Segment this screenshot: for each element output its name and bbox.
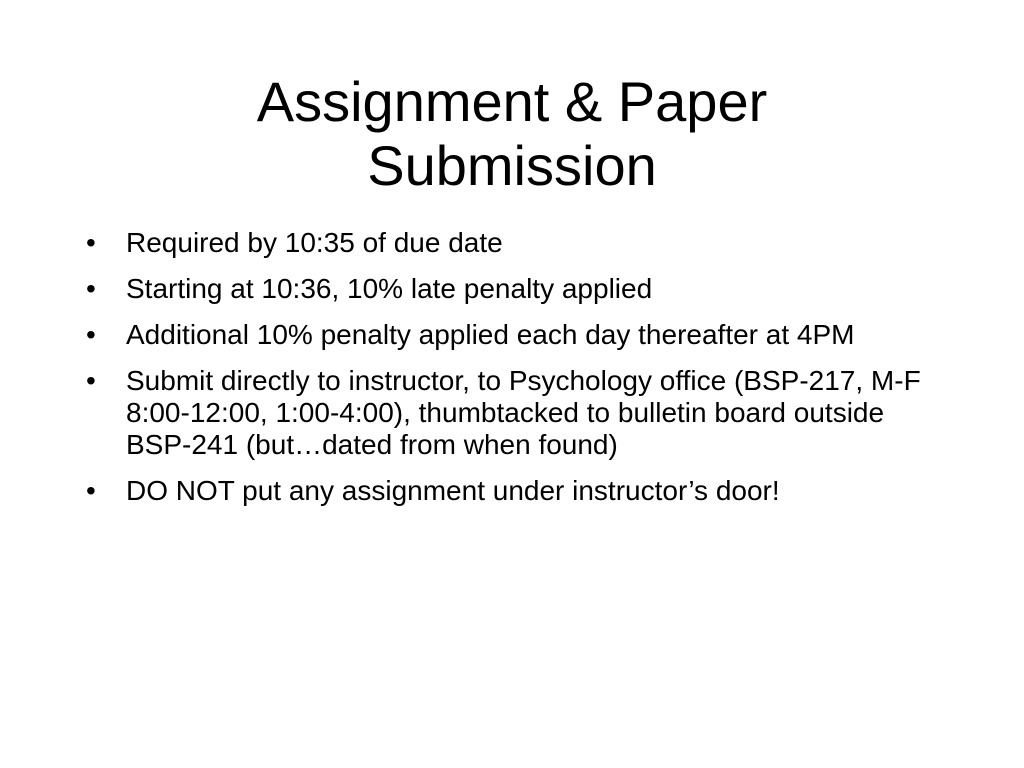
bullet-item-late-penalty <box>86 273 946 305</box>
bullet-text: Required by 10:35 of due date <box>126 227 503 258</box>
bullet-dot-icon: • <box>86 475 96 506</box>
bullet-text: Starting at 10:36, 10% late penalty applied <box>126 273 653 304</box>
bullet-dot-icon: • <box>86 365 96 396</box>
bullet-dot-icon: • <box>86 319 96 350</box>
bullet-dot-icon: • <box>86 227 96 258</box>
bullet-dot-icon: • <box>86 273 96 304</box>
slide-title-line-1: Assignment & Paper <box>256 70 768 133</box>
bullet-item-submission-methods <box>86 365 946 461</box>
bullet-text: Additional 10% penalty applied each day thereafter at 4PM <box>126 319 855 350</box>
bullet-list <box>86 227 946 521</box>
bullet-text: Submit directly to instructor, to Psychology office (BSP-217, M-F 8:00-12:00, 1:00-4:00), thumbtacked to bulletin board outside BSP-241 (but…dated from when found) <box>126 365 921 460</box>
slide-title-line-2: Submission <box>367 134 657 197</box>
bullet-item-door-warning <box>86 475 946 507</box>
bullet-item-due-time <box>86 227 946 259</box>
slide-title <box>60 70 964 198</box>
bullet-text: DO NOT put any assignment under instructor’s door! <box>126 475 780 506</box>
bullet-item-additional-penalty <box>86 319 946 351</box>
